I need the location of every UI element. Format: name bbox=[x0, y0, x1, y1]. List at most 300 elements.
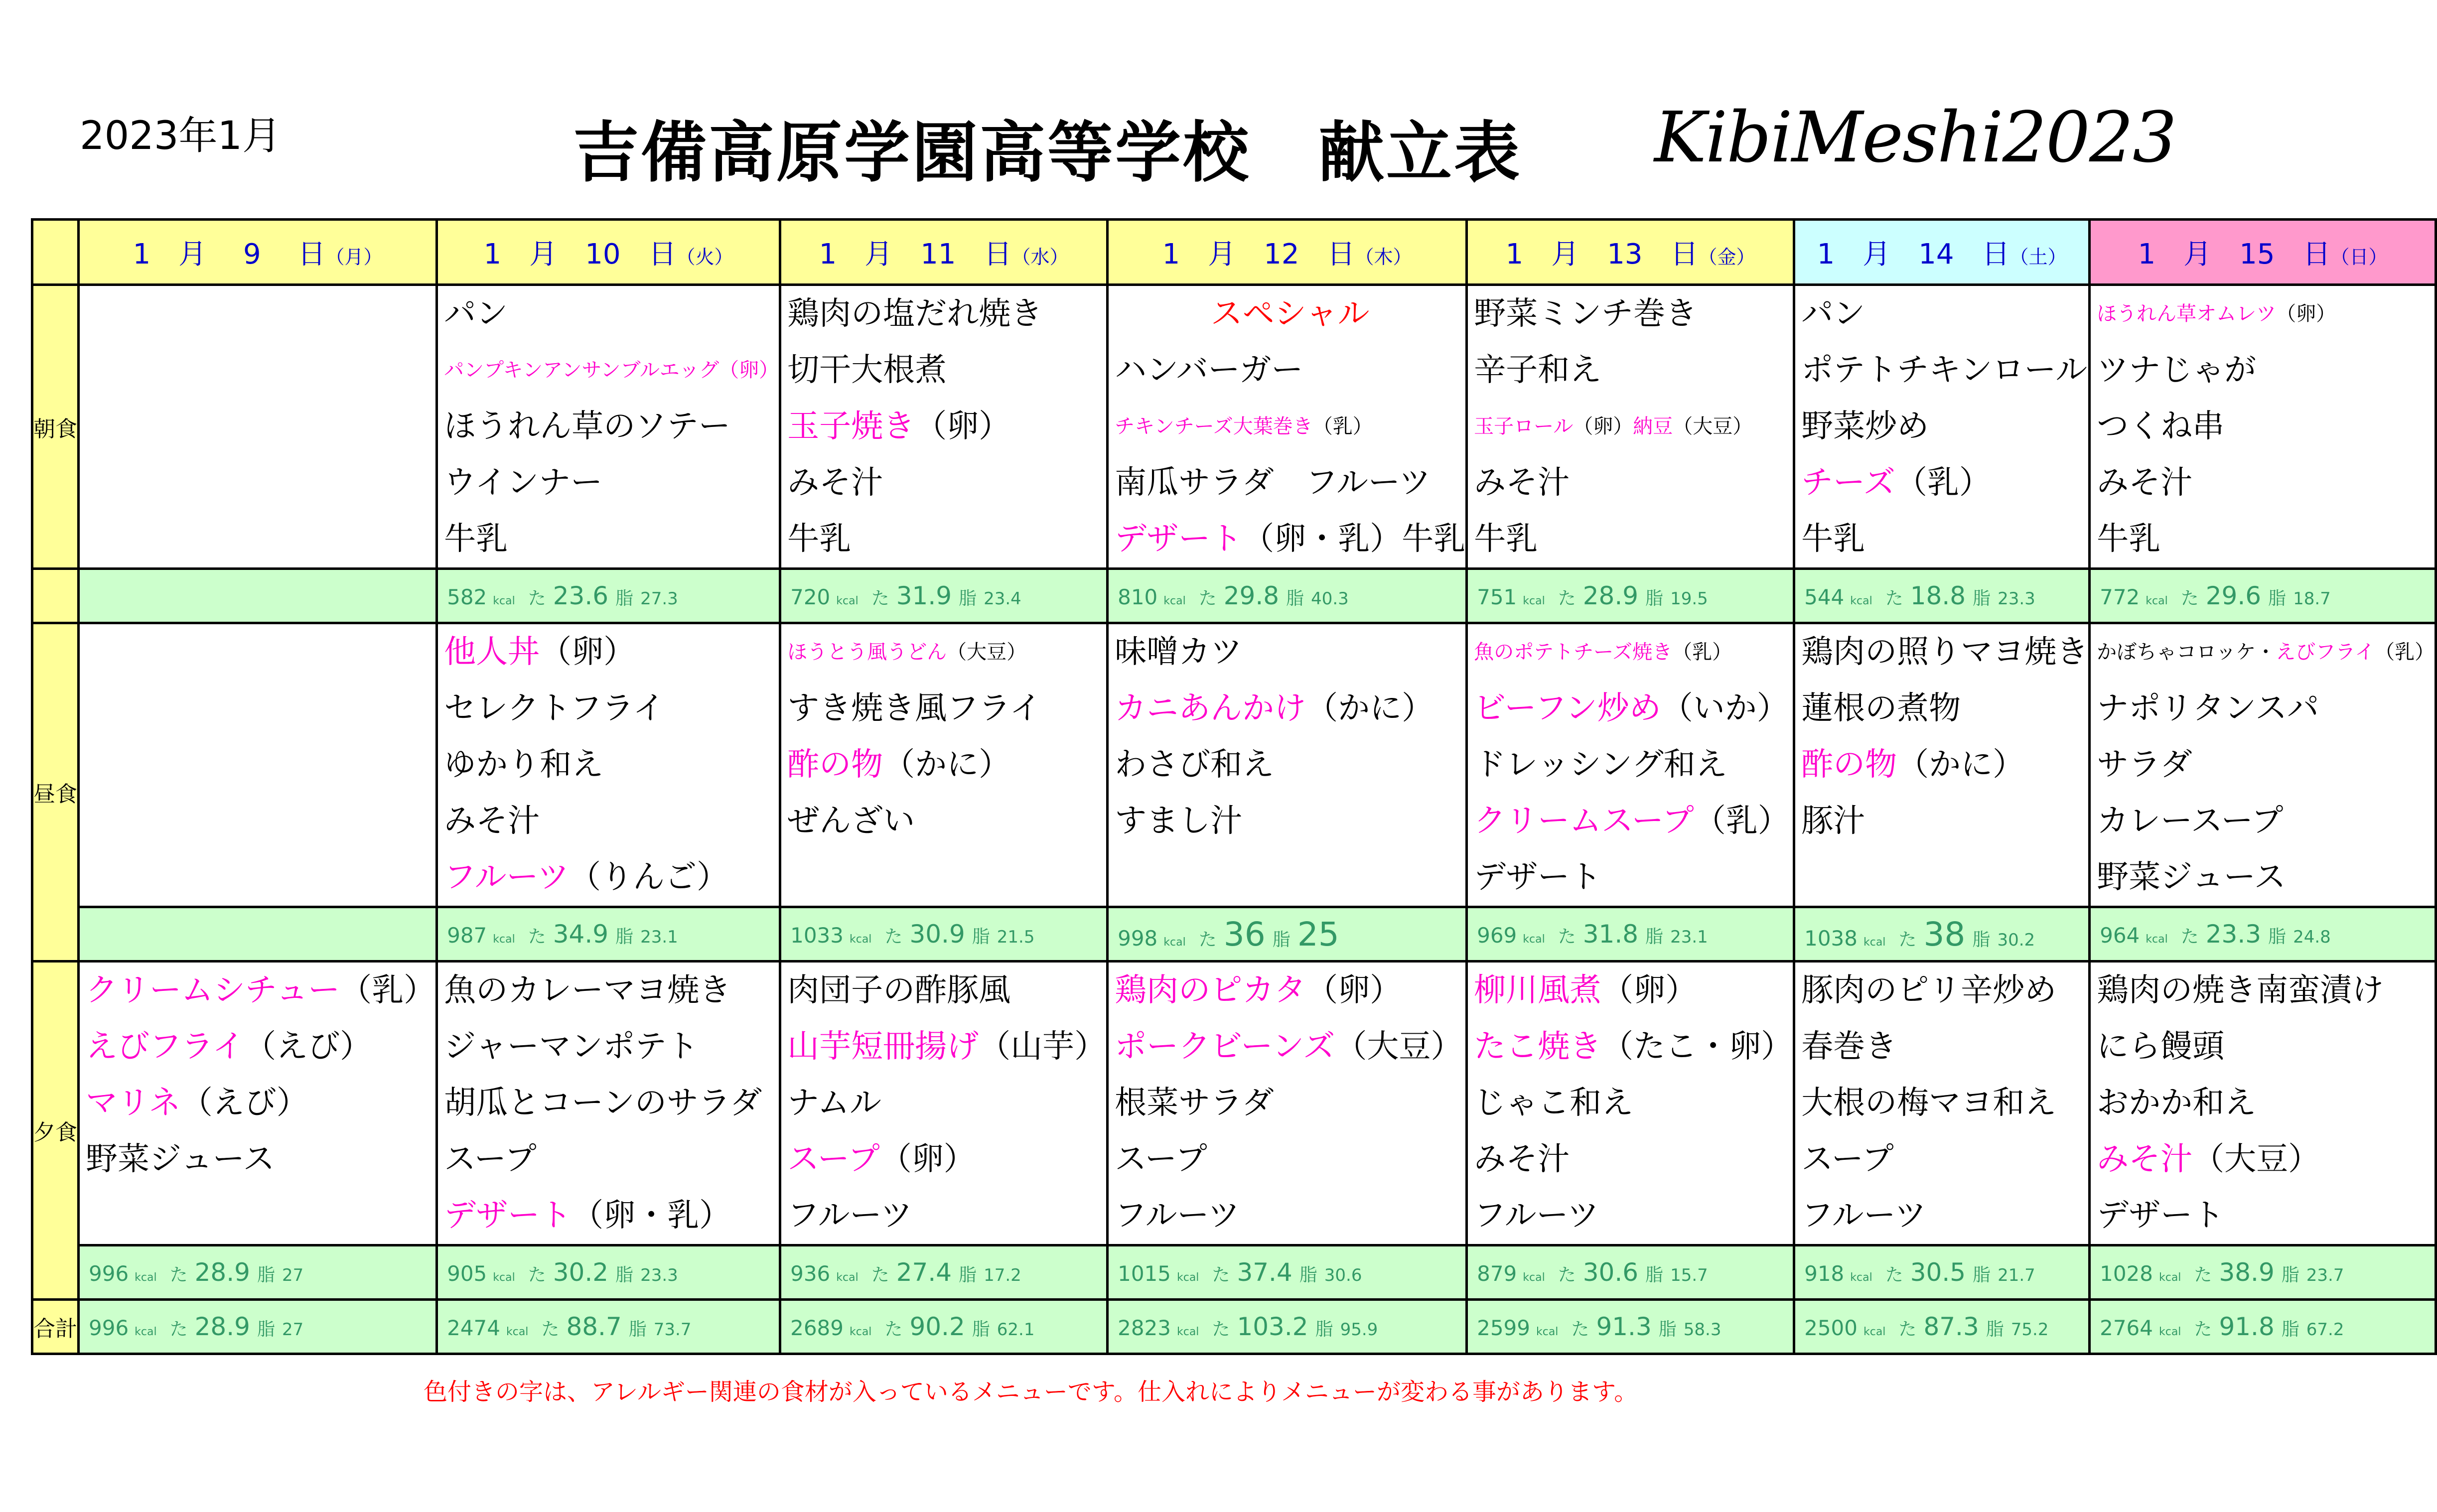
menu-item bbox=[781, 681, 1106, 737]
menu-item bbox=[1468, 1075, 1793, 1131]
kcal-value: 998 bbox=[1118, 926, 1158, 951]
protein-value: 91.3 bbox=[1596, 1312, 1652, 1341]
fat-label: 脂 bbox=[257, 1319, 275, 1340]
kcal-value: 544 bbox=[1804, 585, 1845, 609]
menu-item bbox=[1468, 624, 1793, 681]
menu-item bbox=[781, 962, 1106, 1019]
protein-value: 30.9 bbox=[909, 920, 965, 949]
kcal-unit: kcal bbox=[1863, 936, 1886, 949]
kcal-value: 964 bbox=[2100, 923, 2140, 948]
menu-item bbox=[1109, 1131, 1465, 1188]
protein-label: た bbox=[2194, 1319, 2212, 1340]
menu-item bbox=[2091, 1131, 2435, 1188]
meal-label-total: 合計 bbox=[32, 1300, 79, 1354]
protein-label: た bbox=[169, 1265, 188, 1285]
kcal-unit: kcal bbox=[836, 595, 859, 607]
allergen-note: （たこ・卵） bbox=[1601, 1028, 1793, 1065]
menu-item bbox=[1468, 793, 1793, 849]
kcal-unit: kcal bbox=[493, 1271, 515, 1284]
menu-item bbox=[1795, 1075, 2088, 1131]
dish-name: 玉子ロール bbox=[1474, 415, 1574, 438]
menu-item bbox=[1468, 849, 1793, 906]
fat-label: 脂 bbox=[1986, 1319, 2004, 1340]
dish-name: 牛乳 bbox=[2097, 521, 2161, 557]
menu-item bbox=[2091, 793, 2435, 849]
dish-name: パン bbox=[1801, 295, 1865, 332]
menu-item bbox=[781, 399, 1106, 455]
kcal-unit: kcal bbox=[1536, 1326, 1559, 1338]
dish-name: ゆかり和え bbox=[444, 746, 604, 783]
day-date: 1 月 12 日 bbox=[1162, 238, 1355, 271]
dish-name: ぜんざい bbox=[787, 803, 915, 839]
menu-cell bbox=[2090, 285, 2436, 569]
protein-value: 30.2 bbox=[553, 1258, 609, 1287]
dish-name: 大根の梅マヨ和え bbox=[1801, 1085, 2057, 1121]
menu-item bbox=[1109, 455, 1465, 511]
allergen-note: （卵） bbox=[1306, 972, 1402, 1009]
kcal-value: 969 bbox=[1477, 923, 1517, 948]
allergen-note: （卵・乳）牛乳 bbox=[1242, 521, 1466, 557]
dish-name: 牛乳 bbox=[787, 521, 852, 557]
menu-cell bbox=[79, 285, 437, 569]
menu-item bbox=[1109, 962, 1465, 1019]
kcal-unit: kcal bbox=[135, 1326, 157, 1338]
nutrition-cell bbox=[79, 1245, 437, 1300]
dish-name: 牛乳 bbox=[444, 521, 508, 557]
protein-value: 23.3 bbox=[2205, 920, 2262, 949]
nutrition-cell bbox=[437, 1300, 780, 1354]
kcal-unit: kcal bbox=[1850, 1271, 1872, 1284]
fat-value: 21.7 bbox=[1998, 1265, 2035, 1285]
fat-value: 23.3 bbox=[640, 1265, 678, 1285]
dish-name: 牛乳 bbox=[1474, 521, 1538, 557]
dish-name: 胡瓜とコーンのサラダ bbox=[444, 1085, 762, 1121]
day-weekday: （水） bbox=[1011, 246, 1069, 268]
day-weekday: （土） bbox=[2009, 246, 2067, 268]
dish-name: 鶏肉の焼き南蛮漬け bbox=[2097, 972, 2384, 1009]
dish-name: 納豆 bbox=[1633, 415, 1673, 438]
kcal-value: 772 bbox=[2100, 585, 2140, 609]
day-header bbox=[437, 220, 780, 285]
fat-label: 脂 bbox=[1645, 588, 1664, 609]
fat-label: 脂 bbox=[1973, 588, 1991, 609]
dish-name: ほうとう風うどん bbox=[787, 641, 947, 664]
dish-name: すまし汁 bbox=[1115, 803, 1243, 839]
dish-name: サラダ bbox=[2097, 746, 2192, 783]
protein-value: 37.4 bbox=[1237, 1258, 1292, 1287]
menu-table bbox=[31, 218, 2437, 1355]
menu-cell bbox=[437, 962, 780, 1245]
nutrition-cell bbox=[1467, 1300, 1794, 1354]
dish-name: 他人丼 bbox=[444, 634, 540, 671]
protein-label: た bbox=[169, 1319, 188, 1340]
menu-item bbox=[1795, 1188, 2088, 1244]
kcal-unit: kcal bbox=[493, 933, 515, 946]
menu-item bbox=[2091, 455, 2435, 511]
nutrition-cell bbox=[437, 907, 780, 962]
fat-label: 脂 bbox=[2281, 1319, 2299, 1340]
menu-item bbox=[1468, 737, 1793, 793]
dish-name: 肉団子の酢豚風 bbox=[787, 972, 1011, 1009]
allergen-note: （乳） bbox=[1672, 641, 1732, 664]
day-weekday: （日） bbox=[2330, 246, 2388, 268]
fat-value: 23.3 bbox=[1998, 589, 2035, 609]
protein-label: た bbox=[884, 927, 903, 947]
day-header bbox=[1108, 220, 1467, 285]
dish-name: デザート bbox=[444, 1197, 572, 1234]
kcal-unit: kcal bbox=[1863, 1326, 1886, 1338]
allergen-note: （かに） bbox=[883, 746, 1011, 783]
menu-item bbox=[781, 455, 1106, 511]
kcal-unit: kcal bbox=[1176, 1271, 1199, 1284]
kcal-unit: kcal bbox=[849, 1326, 872, 1338]
kcal-unit: kcal bbox=[1850, 595, 1872, 607]
fat-label: 脂 bbox=[615, 1265, 634, 1285]
kcal-value: 905 bbox=[447, 1261, 487, 1286]
dish-name: ほうれん草オムレツ bbox=[2097, 302, 2277, 325]
kcal-unit: kcal bbox=[849, 933, 872, 946]
kcal-value: 2500 bbox=[1804, 1316, 1858, 1340]
kcal-value: 1038 bbox=[1804, 926, 1858, 951]
nutrition-cell bbox=[2090, 569, 2436, 623]
menu-item bbox=[1109, 681, 1465, 737]
fat-label: 脂 bbox=[2268, 927, 2287, 947]
dish-name: 味噌カツ bbox=[1115, 634, 1243, 671]
menu-item bbox=[1109, 342, 1465, 399]
day-date: 1 月 10 日 bbox=[483, 238, 677, 271]
menu-item bbox=[1468, 681, 1793, 737]
day-date: 1 月 15 日 bbox=[2138, 238, 2331, 271]
nutrition-cell bbox=[437, 569, 780, 623]
menu-item bbox=[1468, 1131, 1793, 1188]
dish-name: 豚肉のピリ辛炒め bbox=[1801, 972, 2057, 1009]
menu-item bbox=[2091, 399, 2435, 455]
allergen-note: （卵） bbox=[2276, 302, 2336, 325]
kcal-value: 2599 bbox=[1477, 1316, 1530, 1340]
menu-item bbox=[1109, 1075, 1465, 1131]
menu-cell bbox=[1467, 623, 1794, 907]
menu-item bbox=[1795, 737, 2088, 793]
kcal-value: 2689 bbox=[790, 1316, 844, 1340]
menu-item bbox=[1795, 793, 2088, 849]
protein-label: た bbox=[2180, 588, 2199, 609]
dish-name: 鶏肉の塩だれ焼き bbox=[787, 295, 1043, 332]
dish-name: 酢の物 bbox=[787, 746, 883, 783]
protein-value: 38.9 bbox=[2219, 1258, 2275, 1287]
fat-value: 58.3 bbox=[1683, 1320, 1721, 1340]
menu-item bbox=[1109, 286, 1465, 342]
dish-name: にら饅頭 bbox=[2097, 1028, 2225, 1065]
protein-value: 31.8 bbox=[1582, 920, 1639, 949]
fat-label: 脂 bbox=[1658, 1319, 1677, 1340]
kcal-unit: kcal bbox=[135, 1271, 157, 1284]
fat-value: 19.5 bbox=[1670, 589, 1708, 609]
fat-value: 15.7 bbox=[1670, 1265, 1708, 1285]
allergen-note: （大豆） bbox=[1335, 1028, 1463, 1065]
menu-item bbox=[1109, 737, 1465, 793]
menu-item bbox=[1795, 511, 2088, 567]
dish-name: 魚のポテトチーズ焼き bbox=[1474, 641, 1673, 664]
meal-label-breakfast: 朝食 bbox=[32, 285, 79, 569]
protein-value: 30.6 bbox=[1582, 1258, 1639, 1287]
menu-item bbox=[781, 342, 1106, 399]
meal-label-lunch: 昼食 bbox=[32, 623, 79, 962]
menu-item bbox=[2091, 342, 2435, 399]
menu-item bbox=[781, 1131, 1106, 1188]
allergen-note: （乳） bbox=[340, 972, 436, 1009]
kcal-value: 582 bbox=[447, 585, 487, 609]
fat-value: 27 bbox=[282, 1320, 304, 1340]
dish-name: ナムル bbox=[787, 1085, 881, 1121]
dish-name: わさび和え bbox=[1115, 746, 1275, 783]
allergy-note: 色付きの字は、アレルギー関連の食材が入っているメニューです。仕入れによりメニューが変わる事があります。 bbox=[424, 1378, 1638, 1406]
fat-label: 脂 bbox=[1645, 1265, 1664, 1285]
menu-item bbox=[2091, 286, 2435, 342]
nutrition-cell bbox=[1794, 907, 2090, 962]
protein-value: 29.8 bbox=[1223, 581, 1280, 610]
fat-value: 75.2 bbox=[2010, 1320, 2049, 1340]
month-label: 2023年1月 bbox=[80, 114, 282, 158]
menu-item bbox=[2091, 1019, 2435, 1075]
fat-label: 脂 bbox=[615, 588, 634, 609]
day-weekday: （火） bbox=[676, 246, 733, 268]
fat-value: 23.1 bbox=[640, 927, 678, 947]
menu-item bbox=[438, 624, 779, 681]
menu-cell bbox=[1794, 285, 2090, 569]
day-header bbox=[79, 220, 437, 285]
menu-item bbox=[1795, 1131, 2088, 1188]
allergen-note: （卵） bbox=[879, 1141, 976, 1178]
menu-cell bbox=[1794, 623, 2090, 907]
meal-label-dinner: 夕食 bbox=[32, 962, 79, 1300]
menu-item bbox=[438, 793, 779, 849]
day-date: 1 月 9 日 bbox=[133, 238, 326, 271]
kcal-value: 810 bbox=[1118, 585, 1158, 609]
dish-name: フルーツ bbox=[787, 1197, 912, 1234]
fat-label: 脂 bbox=[959, 1265, 977, 1285]
menu-item bbox=[1795, 455, 2088, 511]
fat-value: 67.2 bbox=[2306, 1320, 2344, 1340]
menu-item bbox=[1109, 793, 1465, 849]
kcal-value: 987 bbox=[447, 923, 487, 948]
dish-name: 春巻き bbox=[1801, 1028, 1897, 1065]
menu-item bbox=[1468, 455, 1793, 511]
fat-label: 脂 bbox=[1645, 927, 1664, 947]
dish-name: パン bbox=[444, 295, 508, 332]
fat-label: 脂 bbox=[1286, 588, 1304, 609]
dish-name: かぼちゃコロッケ・ bbox=[2097, 641, 2276, 664]
day-date: 1 月 13 日 bbox=[1505, 238, 1699, 271]
menu-cell bbox=[437, 285, 780, 569]
dish-name: ほうれん草のソテー bbox=[444, 408, 730, 445]
dish-name: ドレッシング和え bbox=[1474, 746, 1727, 783]
kcal-value: 996 bbox=[89, 1316, 129, 1340]
dish-name: ビーフン炒め bbox=[1474, 690, 1661, 727]
fat-value: 27.3 bbox=[640, 589, 678, 609]
nutrition-cell bbox=[2090, 907, 2436, 962]
menu-item bbox=[1468, 1019, 1793, 1075]
menu-item bbox=[438, 455, 779, 511]
dish-name: デザート bbox=[1115, 521, 1243, 557]
menu-item bbox=[438, 849, 779, 906]
nutrition-cell bbox=[1108, 1300, 1467, 1354]
menu-cell bbox=[780, 962, 1108, 1245]
menu-item bbox=[1468, 342, 1793, 399]
allergen-note: （乳） bbox=[1694, 803, 1790, 839]
menu-cell bbox=[780, 285, 1108, 569]
nutrition-cell bbox=[780, 907, 1108, 962]
kcal-value: 1033 bbox=[790, 923, 844, 948]
fat-label: 脂 bbox=[972, 1319, 990, 1340]
kcal-value: 918 bbox=[1804, 1261, 1845, 1286]
menu-item bbox=[2091, 737, 2435, 793]
fat-value: 24.8 bbox=[2293, 927, 2331, 947]
protein-label: た bbox=[541, 1319, 560, 1340]
kcal-unit: kcal bbox=[493, 595, 515, 607]
dish-name: 牛乳 bbox=[1801, 521, 1865, 557]
kcal-unit: kcal bbox=[2158, 1271, 2181, 1284]
day-weekday: （金） bbox=[1698, 246, 1755, 268]
menu-item bbox=[781, 793, 1106, 849]
protein-label: た bbox=[1571, 1319, 1589, 1340]
fat-label: 脂 bbox=[1315, 1319, 1333, 1340]
menu-item bbox=[2091, 1188, 2435, 1244]
dish-name: カレースープ bbox=[2097, 803, 2284, 839]
dish-name: みそ汁 bbox=[444, 803, 540, 839]
fat-value: 17.2 bbox=[984, 1265, 1021, 1285]
menu-item bbox=[2091, 849, 2435, 906]
dish-name: クリームシチュー bbox=[86, 972, 340, 1009]
dish-name: スープ bbox=[1801, 1141, 1894, 1178]
allergen-note: （大豆） bbox=[2192, 1141, 2320, 1178]
menu-item bbox=[1468, 511, 1793, 567]
dish-name: すき焼き風フライ bbox=[787, 690, 1042, 727]
nutrition-cell bbox=[1467, 907, 1794, 962]
fat-label: 脂 bbox=[615, 927, 634, 947]
menu-item bbox=[1109, 511, 1465, 567]
fat-label: 脂 bbox=[628, 1319, 647, 1340]
protein-value: 27.4 bbox=[896, 1258, 952, 1287]
dish-name: 玉子焼き bbox=[787, 408, 915, 445]
allergen-note: （えび） bbox=[180, 1085, 308, 1121]
dish-name: 豚汁 bbox=[1801, 803, 1865, 839]
allergen-note: （卵） bbox=[1573, 415, 1633, 438]
meal-label-spacer bbox=[32, 569, 79, 623]
kcal-value: 751 bbox=[1477, 585, 1517, 609]
dish-name: えびフライ bbox=[86, 1028, 245, 1065]
fat-value: 62.1 bbox=[997, 1320, 1035, 1340]
fat-value: 30.6 bbox=[1324, 1265, 1362, 1285]
allergen-note: （山芋） bbox=[979, 1028, 1107, 1065]
protein-value: 29.6 bbox=[2205, 581, 2262, 610]
dish-name: ポークビーンズ bbox=[1115, 1028, 1335, 1065]
protein-label: た bbox=[2180, 927, 2199, 947]
nutrition-cell bbox=[1108, 1245, 1467, 1300]
fat-label: 脂 bbox=[1973, 1265, 1991, 1285]
nutrition-cell bbox=[1794, 1300, 2090, 1354]
menu-item bbox=[80, 962, 435, 1019]
menu-cell bbox=[780, 623, 1108, 907]
dish-name: フルーツ bbox=[1115, 1197, 1240, 1234]
dish-name: ウインナー bbox=[444, 464, 603, 501]
allergen-note: （卵） bbox=[540, 634, 636, 671]
dish-name: 野菜ジュース bbox=[86, 1141, 275, 1178]
fat-label: 脂 bbox=[1299, 1265, 1317, 1285]
allergen-note: （卵） bbox=[915, 408, 1011, 445]
protein-label: た bbox=[1558, 1265, 1576, 1285]
menu-item bbox=[2091, 681, 2435, 737]
allergen-note: （かに） bbox=[1897, 746, 2025, 783]
protein-value: 28.9 bbox=[194, 1258, 250, 1287]
kcal-unit: kcal bbox=[506, 1326, 529, 1338]
menu-item bbox=[1795, 681, 2088, 737]
menu-item bbox=[438, 342, 779, 399]
kcal-unit: kcal bbox=[1523, 1271, 1545, 1284]
allergen-note: （えび） bbox=[244, 1028, 372, 1065]
kcal-unit: kcal bbox=[1163, 936, 1186, 949]
menu-cell bbox=[1467, 962, 1794, 1245]
menu-item bbox=[1795, 624, 2088, 681]
fat-label: 脂 bbox=[2268, 588, 2287, 609]
protein-value: 30.5 bbox=[1910, 1258, 1966, 1287]
menu-item bbox=[438, 399, 779, 455]
menu-item bbox=[1795, 962, 2088, 1019]
dish-name: 野菜ジュース bbox=[2097, 859, 2286, 896]
dish-name: チキンチーズ大葉巻き bbox=[1115, 415, 1313, 438]
dish-name: じゃこ和え bbox=[1474, 1085, 1634, 1121]
menu-cell bbox=[1794, 962, 2090, 1245]
menu-item bbox=[80, 1131, 435, 1188]
dish-name: マリネ bbox=[86, 1085, 181, 1121]
day-header bbox=[780, 220, 1108, 285]
menu-cell bbox=[1467, 285, 1794, 569]
protein-value: 34.9 bbox=[553, 920, 609, 949]
menu-item bbox=[1109, 624, 1465, 681]
protein-label: た bbox=[871, 588, 889, 609]
dish-name: クリームスープ bbox=[1474, 803, 1694, 839]
dish-name: 蓮根の煮物 bbox=[1801, 690, 1961, 727]
dish-name: フルーツ bbox=[1474, 1197, 1599, 1234]
dish-name: セレクトフライ bbox=[444, 690, 665, 727]
allergen-note: （りんご） bbox=[569, 859, 728, 896]
day-header bbox=[1794, 220, 2090, 285]
menu-item bbox=[1795, 342, 2088, 399]
dish-name: えびフライ bbox=[2276, 641, 2375, 664]
menu-item bbox=[2091, 511, 2435, 567]
menu-item bbox=[438, 962, 779, 1019]
menu-item bbox=[438, 286, 779, 342]
dish-name: ツナじゃが bbox=[2097, 352, 2257, 389]
kcal-value: 1028 bbox=[2100, 1261, 2153, 1286]
menu-item bbox=[781, 624, 1106, 681]
protein-value: 31.9 bbox=[896, 581, 952, 610]
protein-value: 28.9 bbox=[1582, 581, 1639, 610]
menu-item bbox=[438, 737, 779, 793]
menu-item bbox=[80, 1075, 435, 1131]
menu-item bbox=[781, 511, 1106, 567]
protein-label: た bbox=[1898, 929, 1917, 950]
menu-cell bbox=[2090, 623, 2436, 907]
kcal-unit: kcal bbox=[1523, 933, 1545, 946]
fat-value: 30.2 bbox=[1997, 930, 2035, 950]
dish-name: ハンバーガー bbox=[1115, 352, 1303, 389]
protein-value: 87.3 bbox=[1923, 1312, 1979, 1341]
menu-cell bbox=[79, 623, 437, 907]
fat-label: 脂 bbox=[959, 588, 977, 609]
nutrition-cell bbox=[2090, 1245, 2436, 1300]
menu-item bbox=[1109, 1188, 1465, 1244]
menu-item bbox=[80, 1019, 435, 1075]
